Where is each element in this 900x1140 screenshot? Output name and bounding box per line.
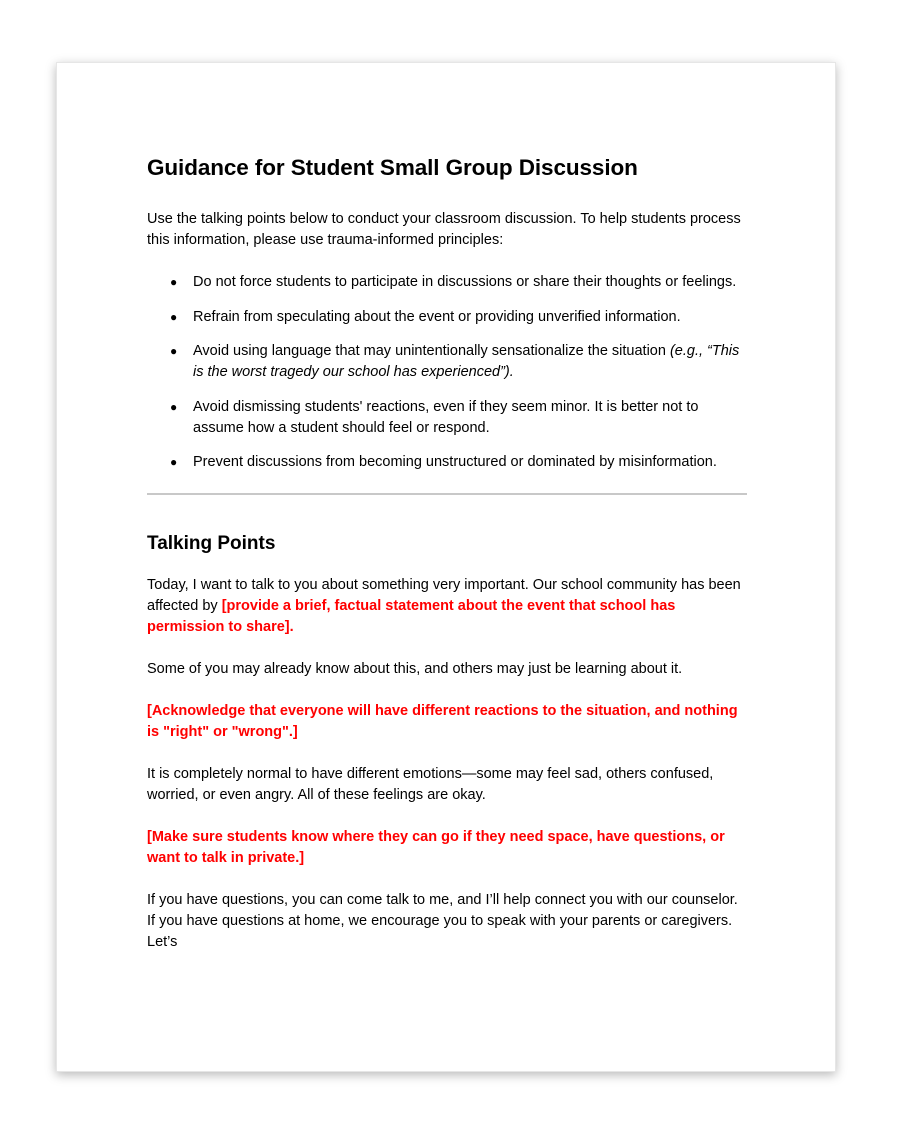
list-item xyxy=(147,452,747,473)
horizontal-divider xyxy=(147,493,747,495)
talking-point-paragraph: Some of you may already know about this, and others may just be learning about it. xyxy=(147,661,683,677)
paragraph-text: Today, I want to talk to you about something very important. Our school community has been affected by xyxy=(147,577,741,614)
intro-paragraph: Use the talking points below to conduct your classroom discussion. To help students process this information, please use trauma-informed principles: xyxy=(147,211,741,248)
bullet-icon: ● xyxy=(170,275,178,289)
section-heading: Talking Points xyxy=(147,533,276,554)
guidance-list xyxy=(147,272,747,473)
list-item xyxy=(147,307,747,328)
list-item-text: Avoid dismissing students' reactions, even if they seem minor. It is better not to assume how a student should feel or respond. xyxy=(193,398,699,436)
instruction-placeholder: [provide a brief, factual statement about the event that school has permission to share]. xyxy=(147,598,676,635)
bullet-icon: ● xyxy=(170,344,178,358)
bullet-icon: ● xyxy=(170,309,178,324)
list-item-text: Avoid using language that may unintentionally sensationalize the situation xyxy=(193,343,670,359)
list-item xyxy=(147,272,747,293)
document-page xyxy=(56,62,836,1072)
document-title: Guidance for Student Small Group Discussion xyxy=(147,155,638,180)
list-item xyxy=(147,397,747,439)
talking-point-paragraph xyxy=(147,575,747,638)
talking-point-paragraph: If you have questions, you can come talk to me, and I’ll help connect you with our counselor. If you have questions at home, we encourage you to speak with your parents or caregivers. Let’s xyxy=(147,892,738,950)
list-item-text: Refrain from speculating about the event or providing unverified information. xyxy=(193,308,681,325)
bullet-icon: ● xyxy=(170,455,178,469)
list-item-example: (e.g., “This is the worst tragedy our school has experienced”). xyxy=(193,343,740,380)
list-item-text: Do not force students to participate in discussions or share their thoughts or feelings. xyxy=(193,274,737,290)
bullet-icon: ● xyxy=(170,399,178,414)
list-item xyxy=(147,341,747,383)
document-content xyxy=(147,153,747,974)
talking-point-paragraph: It is completely normal to have different emotions—some may feel sad, others confused, worried, or even angry. All of these feelings are okay. xyxy=(147,766,714,803)
instruction-note: [Acknowledge that everyone will have different reactions to the situation, and nothing is "right" or "wrong".] xyxy=(147,703,738,740)
list-item-text: Prevent discussions from becoming unstructured or dominated by misinformation. xyxy=(193,454,717,470)
instruction-note: [Make sure students know where they can go if they need space, have questions, or want to talk in private.] xyxy=(147,829,725,866)
